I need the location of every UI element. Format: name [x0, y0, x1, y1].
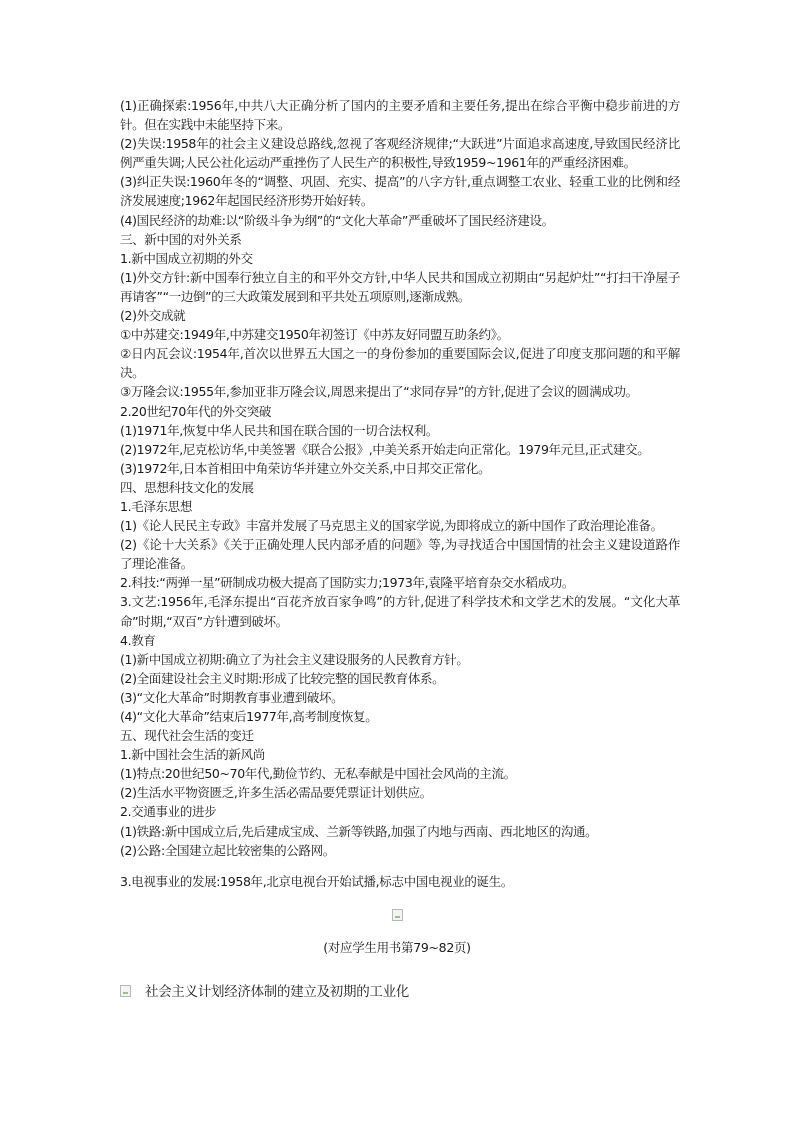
spacer — [120, 860, 680, 872]
section-heading: 五、现代社会生活的变迁 — [120, 728, 254, 744]
paragraph: ①中苏建交:1949年,中苏建交1950年初签订《中苏友好同盟互助条约》。 — [120, 327, 509, 343]
paragraph: (2)失误:1958年的社会主义建设总路线,忽视了客观经济规律;“大跃进”片面追求高速度,导致国民经济比例严重失调;人民公社化运动严重挫伤了人民生产的积极性,导致1959~1961年的严重经济困难。 — [120, 136, 680, 171]
subheading: 2.交通事业的进步 — [120, 804, 217, 820]
paragraph: (1)铁路:新中国成立后,先后建成宝成、兰新等铁路,加强了内地与西南、西北地区的沟通。 — [120, 823, 598, 839]
paragraph: 3.电视事业的发展:1958年,北京电视台开始试播,标志中国电视业的诞生。 — [120, 873, 513, 889]
paragraph: 3.文艺:1956年,毛泽东提出“百花齐放百家争鸣”的方针,促进了科学技术和文学艺术的发展。“文化大革命”时期,“双百”方针遭到破坏。 — [120, 594, 680, 629]
paragraph: ③万隆会议:1955年,参加亚非万隆会议,周恩来提出了“求同存异”的方针,促进了会议的圆满成功。 — [120, 384, 638, 400]
paragraph: (2)1972年,尼克松访华,中美签署《联合公报》,中美关系开始走向正常化。1979年元旦,正式建交。 — [120, 441, 650, 457]
paragraph: (1)《论人民民主专政》丰富并发展了马克思主义的国家学说,为即将成立的新中国作了政治理论准备。 — [120, 518, 663, 534]
subheading: 1.新中国社会生活的新风尚 — [120, 747, 265, 763]
paragraph: (3)1972年,日本首相田中角荣访华并建立外交关系,中日邦交正常化。 — [120, 460, 491, 476]
paragraph: (1)新中国成立初期:确立了为社会主义建设服务的人民教育方针。 — [120, 651, 469, 667]
subheading: 1.毛泽东思想 — [120, 498, 192, 514]
paragraph: (1)特点:20世纪50~70年代,勤俭节约、无私奉献是中国社会风尚的主流。 — [120, 766, 516, 782]
paragraph: ②日内瓦会议:1954年,首次以世界五大国之一的身份参加的重要国际会议,促进了印度支那问题的和平解决。 — [120, 346, 680, 381]
paragraph: (2)《论十大关系》《关于正确处理人民内部矛盾的问题》等,为寻找适合中国国情的社会主义建设道路作了理论准备。 — [120, 537, 680, 572]
section-title: 社会主义计划经济体制的建立及初期的工业化 — [145, 984, 409, 1000]
paragraph: (2)公路:全国建立起比较密集的公路网。 — [120, 842, 335, 858]
textbook-page-reference: (对应学生用书第79~82页) — [323, 940, 471, 955]
paragraph: (1)1971年,恢复中华人民共和国在联合国的一切合法权利。 — [120, 422, 438, 438]
subheading: 4.教育 — [120, 632, 156, 648]
paragraph: (2)全面建设社会主义时期:形成了比较完整的国民教育体系。 — [120, 670, 445, 686]
paragraph: (2)生活水平物资匮乏,许多生活必需品要凭票证计划供应。 — [120, 785, 432, 801]
section-title-row — [120, 980, 409, 1000]
subheading: (2)外交成就 — [120, 308, 186, 324]
paragraph: (4)“文化大革命”结束后1977年,高考制度恢复。 — [120, 709, 378, 724]
paragraph: 2.科技:“两弹一星”研制成功极大提高了国防实力;1973年,袁隆平培育杂交水稻成功。 — [120, 575, 575, 591]
broken-image-icon — [120, 985, 131, 997]
paragraph: (3)纠正失误:1960年冬的“调整、巩固、充实、提高”的八字方针,重点调整工农业、轻重工业的比例和经济发展速度;1962年起国民经济形势开始好转。 — [120, 174, 680, 209]
paragraph: (1)正确探索:1956年,中共八大正确分析了国内的主要矛盾和主要任务,提出在综合平衡中稳步前进的方针。但在实践中未能坚持下来。 — [120, 98, 680, 133]
section-heading: 三、新中国的对外关系 — [120, 231, 242, 247]
subheading: 2.20世纪70年代的外交突破 — [120, 403, 271, 419]
paragraph: (1)外交方针:新中国奉行独立自主的和平外交方针,中华人民共和国成立初期由“另起炉灶”“打扫干净屋子再请客”“一边倒”的三大政策发展到和平共处五项原则,逐渐成熟。 — [120, 269, 680, 304]
paragraph: (3)“文化大革命”时期教育事业遭到破坏。 — [120, 689, 344, 705]
document-body — [120, 96, 680, 891]
broken-image-icon — [392, 909, 403, 921]
section-heading: 四、思想科技文化的发展 — [120, 479, 254, 495]
paragraph: (4)国民经济的劫难:以“阶级斗争为纲”的“文化大革命”严重破坏了国民经济建设。 — [120, 212, 554, 228]
subheading: 1.新中国成立初期的外交 — [120, 250, 253, 266]
